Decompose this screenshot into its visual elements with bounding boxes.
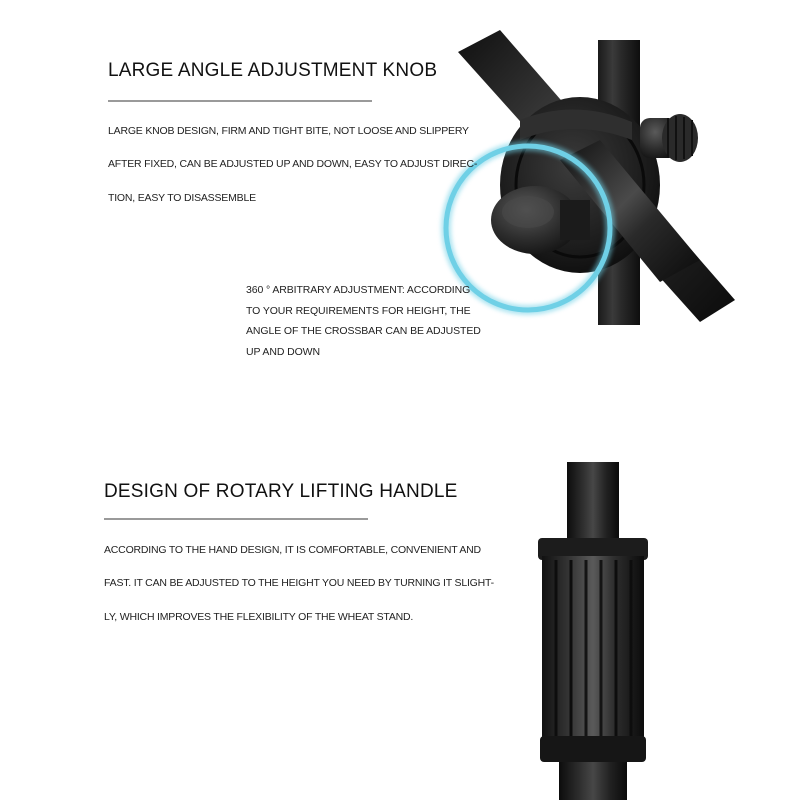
knob-description-line: TION, EASY TO DISASSEMBLE [108,192,256,204]
handle-description-line: FAST. IT CAN BE ADJUSTED TO THE HEIGHT YOU NEED BY TURNING IT SLIGHT- [104,577,494,589]
handle-description-line: ACCORDING TO THE HAND DESIGN, IT IS COMFORTABLE, CONVENIENT AND [104,544,481,556]
knob-callout-line: UP AND DOWN [246,346,320,358]
handle-section-title: DESIGN OF ROTARY LIFTING HANDLE [104,481,458,502]
handle-section [0,430,800,800]
rotary-grip [538,538,648,762]
knob-callout-line: 360 ° ARBITRARY ADJUSTMENT: ACCORDING [246,284,471,296]
knob-description-line: AFTER FIXED, CAN BE ADJUSTED UP AND DOWN, EASY TO ADJUST DIREC- [108,158,478,170]
knob-title-divider [108,100,372,102]
side-knob [640,114,698,162]
knob-callout-line: TO YOUR REQUIREMENTS FOR HEIGHT, THE [246,305,471,317]
handle-description-line: LY, WHICH IMPROVES THE FLEXIBILITY OF THE WHEAT STAND. [104,611,414,623]
knob-section-title: LARGE ANGLE ADJUSTMENT KNOB [108,60,438,81]
knob-callout-line: ANGLE OF THE CROSSBAR CAN BE ADJUSTED [246,325,481,337]
handle-title-divider [104,518,368,520]
knob-description-line: LARGE KNOB DESIGN, FIRM AND TIGHT BITE, NOT LOOSE AND SLIPPERY [108,125,469,137]
